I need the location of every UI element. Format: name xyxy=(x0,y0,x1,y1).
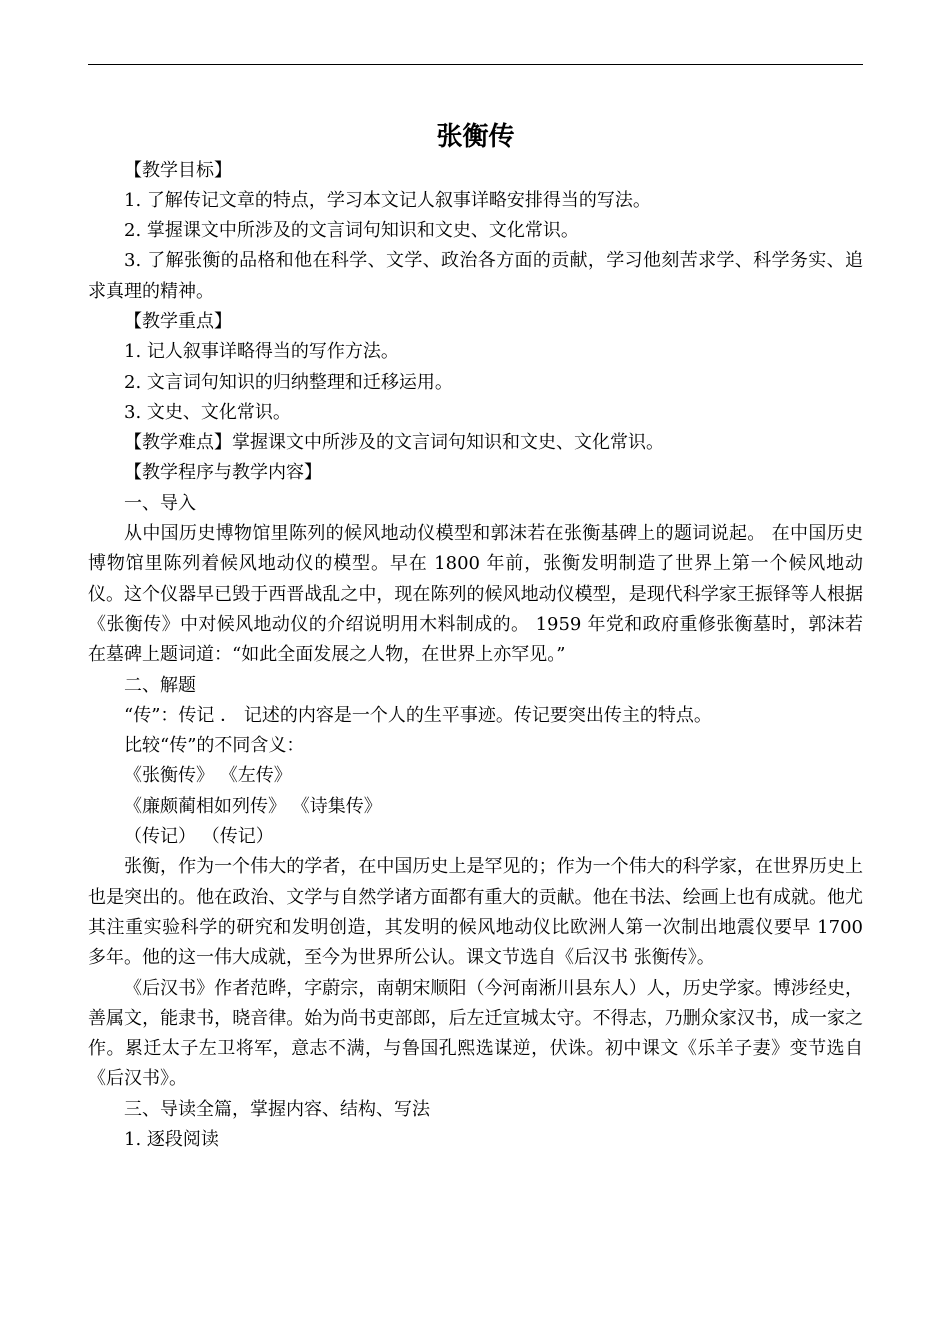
key-point-3: 3. 文史、文化常识。 xyxy=(124,401,291,423)
key-point-1: 1. 记人叙事详略得当的写作方法。 xyxy=(124,341,399,363)
section-heading-objectives: 【教学目标】 xyxy=(124,159,232,181)
objective-2: 2. 掌握课文中所涉及的文言词句知识和文史、文化常识。 xyxy=(124,220,579,242)
paragraph-zhang-heng: 张衡，作为一个伟大的学者，在中国历史上是罕见的；作为一个伟大的科学家，在世界历史上也是突出的。他在政治、文学与自然学诸方面都有重大的贡献。他在书法、绘画上也有成就。他尤其注重实验科学的研究和发明创造，其发明的候风地动仪比欧洲人第一次制出地震仪要早 1700 多年。他的这一伟大成就，至今为世界所公认。课文节选自《后汉书 张衡传》。 xyxy=(88,856,863,969)
subheading-title-explanation: 二、解题 xyxy=(124,674,196,696)
compare-line-2: 《廉颇蔺相如列传》 《诗集传》 xyxy=(124,795,382,817)
paragraph-introduction: 从中国历史博物馆里陈列的候风地动仪模型和郭沫若在张衡基碑上的题词说起。 在中国历史博物馆里陈列着候风地动仪的模型。早在 1800 年前，张衡发明制造了世界上第一个候风地动仪。这个仪器早已毁于西晋战乱之中，现在陈列的候风地动仪模型，是现代科学家王振铎等人根据《张衡传》中对候风地动仪的介绍说明用木料制成的。 1959 年党和政府重修张衡墓时，郭沫若在墓碑上题词道：“如此全面发展之人物，在世界上亦罕见。” xyxy=(88,523,863,666)
section-difficulties: 【教学难点】掌握课文中所涉及的文言词句知识和文史、文化常识。 xyxy=(124,432,664,454)
section-heading-procedure: 【教学程序与教学内容】 xyxy=(124,462,322,484)
paragraph-zhuan-definition: “传”：传记 ． 记述的内容是一个人的生平事迹。传记要突出传主的特点。 xyxy=(124,704,712,726)
subheading-introduction: 一、导入 xyxy=(124,492,196,514)
key-point-2: 2. 文言词句知识的归纳整理和迁移运用。 xyxy=(124,371,453,393)
objective-1: 1. 了解传记文章的特点，学习本文记人叙事详略安排得当的写法。 xyxy=(124,189,651,211)
compare-line-3: （传记） （传记） xyxy=(124,826,274,848)
compare-line-1: 《张衡传》 《左传》 xyxy=(124,765,292,787)
objective-3: 3. 了解张衡的品格和他在科学、文学、政治各方面的贡献，学习他刻苦求学、科学务实、追求真理的精神。 xyxy=(88,250,863,302)
document-title: 张衡传 xyxy=(436,122,515,152)
header-rule xyxy=(88,64,863,65)
subheading-guided-reading: 三、导读全篇，掌握内容、结构、写法 xyxy=(124,1098,430,1120)
section-heading-key-points: 【教学重点】 xyxy=(124,310,232,332)
paragraph-hou-han-shu: 《后汉书》作者范晔，字蔚宗，南朝宋顺阳（今河南淅川县东人）人，历史学家。博涉经史，善属文，能隶书，晓音律。始为尚书吏部郎，后左迁宣城太守。不得志，乃删众家汉书，成一家之作。累迁太子左卫将军，意志不满，与鲁国孔熙选谋逆，伏诛。初中课文《乐羊子妻》变节选自《后汉书》。 xyxy=(88,977,863,1090)
document-body xyxy=(88,118,863,1155)
step-paragraph-reading: 1. 逐段阅读 xyxy=(124,1129,219,1150)
paragraph-zhuan-compare: 比较“传”的不同含义： xyxy=(124,735,305,757)
